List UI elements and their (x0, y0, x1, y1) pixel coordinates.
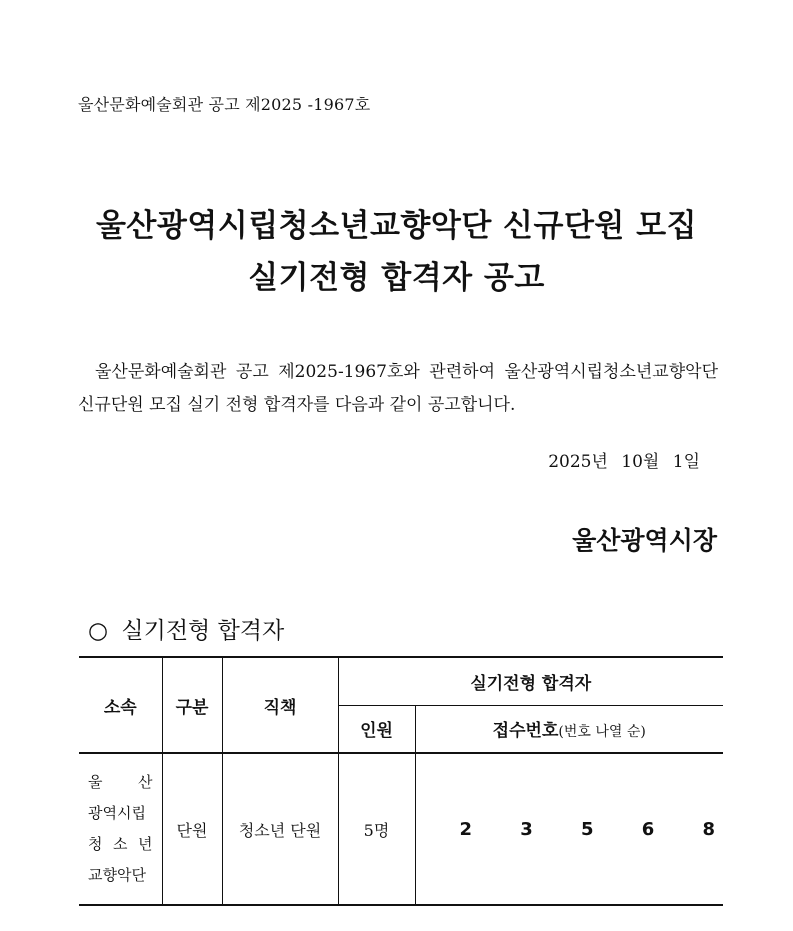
announcement-date: 2025년 10월 1일 (548, 452, 700, 472)
cell-category: 단원 (162, 753, 222, 905)
affiliation-line: 교향악단 (88, 866, 146, 884)
header-category: 구분 (162, 657, 222, 753)
title-line-2: 실기전형 합격자 공고 (248, 260, 545, 296)
results-table (79, 656, 723, 906)
cell-headcount: 5명 (338, 753, 415, 905)
cell-affiliation (79, 753, 162, 905)
header-receipt-numbers (415, 705, 723, 753)
affiliation-line: 울 산 (88, 773, 153, 791)
receipt-number: 5 (580, 818, 594, 840)
section-heading-text: 실기전형 합격자 (121, 618, 285, 644)
header-receipt-numbers-note: (번호 나열 순) (558, 724, 646, 741)
affiliation-line: 청 소 년 (88, 835, 153, 853)
circle-bullet-icon: ○ (88, 618, 109, 644)
receipt-number: 6 (641, 818, 655, 840)
receipt-number: 3 (520, 818, 533, 840)
notice-number: 울산문화예술회관 공고 제2025 -1967호 (78, 95, 371, 114)
header-receipt-numbers-label: 접수번호 (492, 721, 559, 742)
table-row (79, 753, 723, 905)
header-headcount: 인원 (338, 705, 415, 753)
header-position: 직책 (222, 657, 338, 753)
header-affiliation: 소속 (79, 657, 162, 753)
body-paragraph: 울산문화예술회관 공고 제2025-1967호와 관련하여 울산광역시립청소년교향악단 신규단원 모집 실기 전형 합격자를 다음과 같이 공고합니다. (78, 362, 718, 415)
header-passed-group: 실기전형 합격자 (338, 657, 723, 705)
signer: 울산광역시장 (572, 526, 717, 555)
cell-position: 청소년 단원 (222, 753, 338, 905)
receipt-number: 2 (459, 818, 473, 840)
title-line-1: 울산광역시립청소년교향악단 신규단원 모집 (95, 208, 698, 244)
receipt-number: 8 (702, 818, 715, 840)
cell-receipt-numbers (415, 753, 723, 905)
affiliation-line: 광역시립 (88, 804, 146, 822)
section-heading (88, 612, 284, 645)
